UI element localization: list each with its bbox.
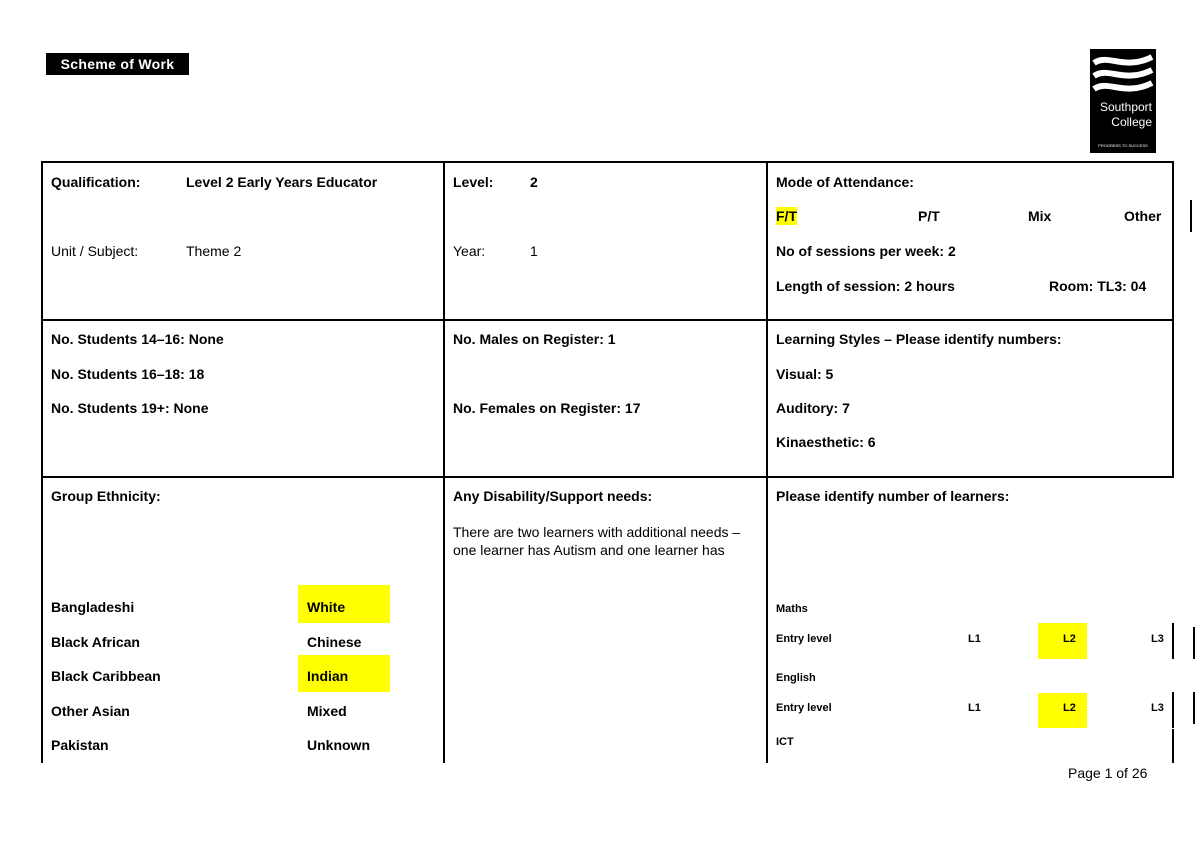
english-l2: L2 — [1063, 702, 1076, 714]
ethnicity-chinese: Chinese — [307, 634, 362, 650]
mode-option-mix: Mix — [1028, 208, 1052, 224]
ethnicity-mixed: Mixed — [307, 703, 347, 719]
males-on-register: No. Males on Register: 1 — [453, 331, 616, 347]
qualification-label: Qualification: — [51, 174, 141, 190]
southport-college-logo — [1090, 49, 1156, 153]
group-ethnicity-label: Group Ethnicity: — [51, 488, 161, 504]
maths-l1: L1 — [968, 633, 981, 645]
ethnicity-indian: Indian — [307, 668, 349, 684]
disability-label: Any Disability/Support needs: — [453, 488, 653, 504]
maths-l2: L2 — [1063, 633, 1076, 645]
room: Room: TL3: 04 — [1049, 278, 1147, 294]
table-border-top — [41, 161, 1174, 163]
students-19-plus: No. Students 19+: None — [51, 400, 209, 416]
english-label: English — [776, 672, 816, 684]
level-label: Level: — [453, 174, 494, 190]
ethnicity-other-asian: Other Asian — [51, 703, 130, 719]
sessions-per-week: No of sessions per week: 2 — [776, 243, 956, 259]
margin-mark-top — [1190, 200, 1192, 232]
table-border-right — [1172, 161, 1174, 478]
column-divider-1 — [443, 161, 445, 763]
disability-text: There are two learners with additional needs – one learner has Autism and one learner has — [453, 524, 741, 558]
right-mark-ict — [1172, 729, 1174, 763]
ethnicity-unknown: Unknown — [307, 737, 370, 753]
ethnicity-black-caribbean: Black Caribbean — [51, 668, 161, 684]
margin-mark-english — [1193, 692, 1195, 724]
unit-value: Theme 2 — [186, 243, 242, 259]
maths-entry-level: Entry level — [776, 633, 832, 645]
ethnicity-white: White — [307, 599, 346, 615]
logo-name: Southport College — [1099, 100, 1152, 129]
row-divider-1 — [41, 319, 1174, 321]
unit-label: Unit / Subject: — [51, 243, 139, 259]
scheme-table — [41, 161, 1174, 763]
females-on-register: No. Females on Register: 17 — [453, 400, 641, 416]
ethnicity-bangladeshi: Bangladeshi — [51, 599, 135, 615]
mode-label: Mode of Attendance: — [776, 174, 914, 190]
english-l1: L1 — [968, 702, 981, 714]
level-value: 2 — [530, 174, 538, 190]
right-mark-english — [1172, 692, 1174, 728]
ict-label: ICT — [776, 736, 794, 748]
margin-mark-maths — [1193, 627, 1195, 659]
logo-tagline: PROGRESS TO SUCCESS — [1098, 143, 1148, 148]
students-16-18: No. Students 16–18: 18 — [51, 366, 205, 382]
mode-option-ft: F/T — [776, 208, 797, 224]
auditory-count: Auditory: 7 — [776, 400, 850, 416]
mode-option-other: Other — [1124, 208, 1162, 224]
students-14-16: No. Students 14–16: None — [51, 331, 224, 347]
maths-l3: L3 — [1151, 633, 1164, 645]
mode-option-pt: P/T — [918, 208, 940, 224]
english-l3: L3 — [1151, 702, 1164, 714]
column-divider-2 — [766, 161, 768, 763]
wave-logo-icon — [1090, 49, 1156, 99]
page-number: Page 1 of 26 — [1068, 765, 1148, 781]
scheme-of-work-title: Scheme of Work — [46, 53, 189, 75]
table-border-left — [41, 161, 43, 763]
row-divider-2 — [41, 476, 1174, 478]
session-length: Length of session: 2 hours — [776, 278, 955, 294]
year-value: 1 — [530, 243, 538, 259]
ethnicity-pakistan: Pakistan — [51, 737, 109, 753]
learning-styles-label: Learning Styles – Please identify numbers: — [776, 331, 1062, 347]
visual-count: Visual: 5 — [776, 366, 834, 382]
right-mark-maths — [1172, 623, 1174, 659]
english-entry-level: Entry level — [776, 702, 832, 714]
qualification-value: Level 2 Early Years Educator — [186, 174, 378, 190]
year-label: Year: — [453, 243, 486, 259]
learners-label: Please identify number of learners: — [776, 488, 1010, 504]
ethnicity-black-african: Black African — [51, 634, 140, 650]
maths-label: Maths — [776, 603, 808, 615]
kinaesthetic-count: Kinaesthetic: 6 — [776, 434, 876, 450]
